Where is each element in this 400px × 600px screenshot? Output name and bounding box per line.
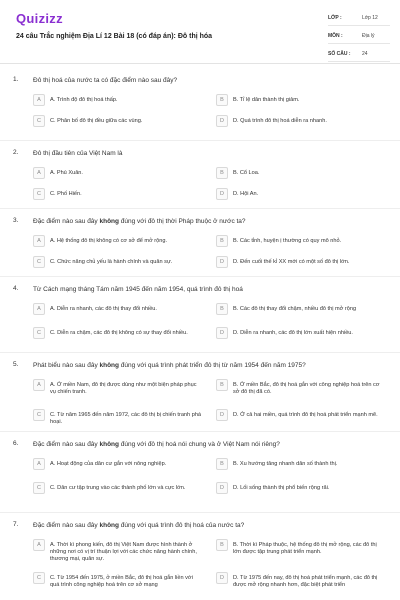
option-text: B. Xu hướng tăng nhanh dân số thành thị. [233,460,338,467]
option-letter-box[interactable]: A [33,379,45,391]
option-text: B. Thời kì Pháp thuộc, hệ thống đô thị mở rộng, các đô thị lớn được tập trung phát triển mạnh. [233,541,377,555]
option-letter-box[interactable]: A [33,539,45,551]
answer-option-c[interactable] [33,482,203,494]
option-letter-box[interactable]: B [216,458,228,470]
option-text: B. Tỉ lệ dân thành thị giảm. [233,96,300,103]
option-letter-box[interactable]: D [216,188,228,200]
option-letter-box[interactable]: A [33,167,45,179]
quizizz-logo[interactable]: Quizizz [16,11,63,26]
option-letter-box[interactable]: B [216,539,228,551]
option-text: B. Các tỉnh, huyện ị thường có quy mô nhỏ. [233,237,342,244]
meta-label: LỚP : [328,15,342,21]
option-letter-box[interactable]: A [33,458,45,470]
answer-option-d[interactable] [216,188,386,200]
answer-option-c[interactable] [33,327,203,339]
answer-option-c[interactable] [33,188,203,200]
option-letter-box[interactable]: C [33,256,45,268]
option-letter-box[interactable]: D [216,115,228,127]
option-text: A. Hệ thống đô thị không có cơ sở để mở rộng. [50,237,168,244]
option-text: B. Cổ Loa. [233,169,260,176]
question-text-part: Phát biểu nào sau đây [33,362,100,369]
question-number: 6. [13,440,19,447]
answer-option-a[interactable] [33,167,203,179]
answer-option-a[interactable] [33,235,203,247]
question-emphasis: không [99,218,119,225]
question-number: 7. [13,521,19,528]
option-text: D. Quá trình đô thị hoá diễn ra nhanh. [233,117,327,124]
question-text [33,76,383,85]
answer-option-d[interactable] [216,115,386,127]
option-letter-box[interactable]: A [33,303,45,315]
question-text [33,361,383,370]
option-letter-box[interactable]: D [216,572,228,584]
option-text: A. Thời kì phong kiến, đô thị Việt Nam được hình thành ở những nơi có vị trí thuận lợi với các chức năng hành chính, thương mại, quân sự. [50,541,197,562]
meta-panel [328,11,390,65]
meta-value: Địa lý [362,33,375,39]
question-divider [0,208,400,209]
answer-option-b[interactable] [216,303,386,315]
question-text-part: Từ Cách mạng tháng Tám năm 1945 đến năm 1954, quá trình đô thị hoá [33,286,243,293]
option-text: C. Phân bố đô thị đều giữa các vùng. [50,117,143,124]
question-text [33,149,383,158]
option-text: A. Hoạt động của dân cư gắn với nông nghiệp. [50,460,167,467]
question-emphasis: không [99,362,119,369]
answer-option-a[interactable] [33,303,203,315]
answer-option-d[interactable] [216,327,386,339]
option-letter-box[interactable]: D [216,409,228,421]
answer-option-c[interactable] [33,572,203,589]
question-number: 1. [13,76,19,83]
answer-option-c[interactable] [33,115,203,127]
option-text: A. Diễn ra nhanh, các đô thị thay đổi nhiều. [50,305,157,312]
question-number: 2. [13,149,19,156]
option-letter-box[interactable]: B [216,94,228,106]
meta-value: Lớp 12 [362,15,378,21]
option-text: C. Phố Hiến. [50,190,82,197]
option-letter-box[interactable]: C [33,188,45,200]
option-text: B. Các đô thị thay đổi chậm, nhiều đô thị mở rộng [233,305,357,312]
answer-option-b[interactable] [216,235,386,247]
option-letter-box[interactable]: C [33,327,45,339]
option-text: A. Phú Xuân. [50,169,83,176]
question-text-part: Đặc điểm nào sau đây [33,218,100,225]
option-text: C. Chức năng chủ yếu là hành chính và quân sự. [50,258,173,265]
option-letter-box[interactable]: D [216,482,228,494]
option-text: D. Lối sống thành thị phổ biến rộng rãi. [233,484,330,491]
question-text-part: đúng với quá trình đô thị hoá của nước ta? [118,522,245,529]
option-letter-box[interactable]: C [33,572,45,584]
question-text [33,217,383,226]
option-text: C. Dân cư tập trung vào các thành phố lớn và cực lớn. [50,484,186,491]
answer-option-b[interactable] [216,539,386,556]
option-text: D. Từ 1975 đến nay, đô thị hoá phát triển mạnh, các đô thị được mở rộng nhanh hơn, đặc biệt phát triển [233,574,378,588]
option-letter-box[interactable]: D [216,327,228,339]
option-letter-box[interactable]: B [216,167,228,179]
option-letter-box[interactable]: C [33,115,45,127]
question-emphasis: không [99,441,119,448]
answer-option-d[interactable] [216,256,386,268]
option-text: B. Ở miền Bắc, đô thị hoá gắn với công nghiệp hoá trên cơ sở đô thị đã có. [233,381,380,395]
answer-option-d[interactable] [216,572,386,589]
option-text: C. Từ năm 1965 đến năm 1972, các đô thị bị chiến tranh phá hoại. [50,411,202,425]
option-letter-box[interactable]: B [216,235,228,247]
option-letter-box[interactable]: C [33,482,45,494]
question-text-part: Đặc điểm nào sau đây [33,441,100,448]
option-letter-box[interactable]: C [33,409,45,421]
question-divider [0,140,400,141]
option-text: D. Đến cuối thế kỉ XX mới có một số đô thị lớn. [233,258,350,265]
option-text: D. Ở cả hai miền, quá trình đô thị hoá phát triển mạnh mẽ. [233,411,378,418]
answer-option-d[interactable] [216,482,386,494]
question-text-part: Đô thị hoá của nước ta có đặc điểm nào sau đây? [33,77,178,84]
meta-row-count [328,47,390,62]
option-letter-box[interactable]: A [33,94,45,106]
meta-label: SỐ CÂU : [328,51,351,57]
answer-option-b[interactable] [216,94,386,106]
question-number: 4. [13,285,19,292]
option-text: D. Diễn ra nhanh, các đô thị lớn xuất hiện nhiều. [233,329,353,336]
meta-label: MÔN : [328,33,343,39]
question-text-part: đúng với đô thị thời Pháp thuộc ở nước ta? [118,218,246,225]
answer-option-b[interactable] [216,379,386,396]
answer-option-a[interactable] [33,94,203,106]
question-divider [0,512,400,513]
option-text: A. Ở miền Nam, đô thị được dùng như một biện pháp phục vụ chiến tranh. [50,381,197,395]
answer-option-b[interactable] [216,458,386,470]
answer-option-a[interactable] [33,379,203,396]
question-text [33,440,383,449]
option-letter-box[interactable]: D [216,256,228,268]
question-number: 5. [13,361,19,368]
question-text [33,285,383,294]
option-text: C. Diễn ra chậm, các đô thị không có sự thay đổi nhiều. [50,329,188,336]
option-letter-box[interactable]: B [216,379,228,391]
question-divider [0,431,400,432]
question-number: 3. [13,217,19,224]
question-text [33,521,383,530]
answer-option-c[interactable] [33,256,203,268]
answer-option-a[interactable] [33,539,203,563]
option-text: A. Trình độ đô thị hoá thấp. [50,96,118,103]
question-divider [0,276,400,277]
document-title: 24 câu Trắc nghiệm Địa Lí 12 Bài 18 (có đáp án): Đô thị hóa [16,33,213,40]
question-text-part: đúng với đô thị hoá nói chung và ở Việt Nam nói riêng? [118,441,280,448]
option-letter-box[interactable]: A [33,235,45,247]
meta-row-subject [328,29,390,44]
question-divider [0,352,400,353]
meta-value: 24 [362,51,368,57]
answer-option-c[interactable] [33,409,203,426]
question-text-part: đúng với quá trình phát triển đô thị từ năm 1954 đến năm 1975? [119,362,306,369]
meta-row-class [328,11,390,26]
answer-option-d[interactable] [216,409,386,421]
option-text: D. Hội An. [233,190,259,197]
option-text: C. Từ 1954 đến 1975, ở miền Bắc, đô thị hoá gắn liền với quá trình công nghiệp hoá trên cơ sở mạng [50,574,193,588]
question-text-part: Đặc điểm nào sau đây [33,522,100,529]
answer-option-a[interactable] [33,458,203,470]
question-text-part: Đô thị đầu tiên của Việt Nam là [33,150,123,157]
header [0,0,400,64]
question-emphasis: không [99,522,119,529]
option-letter-box[interactable]: B [216,303,228,315]
answer-option-b[interactable] [216,167,386,179]
